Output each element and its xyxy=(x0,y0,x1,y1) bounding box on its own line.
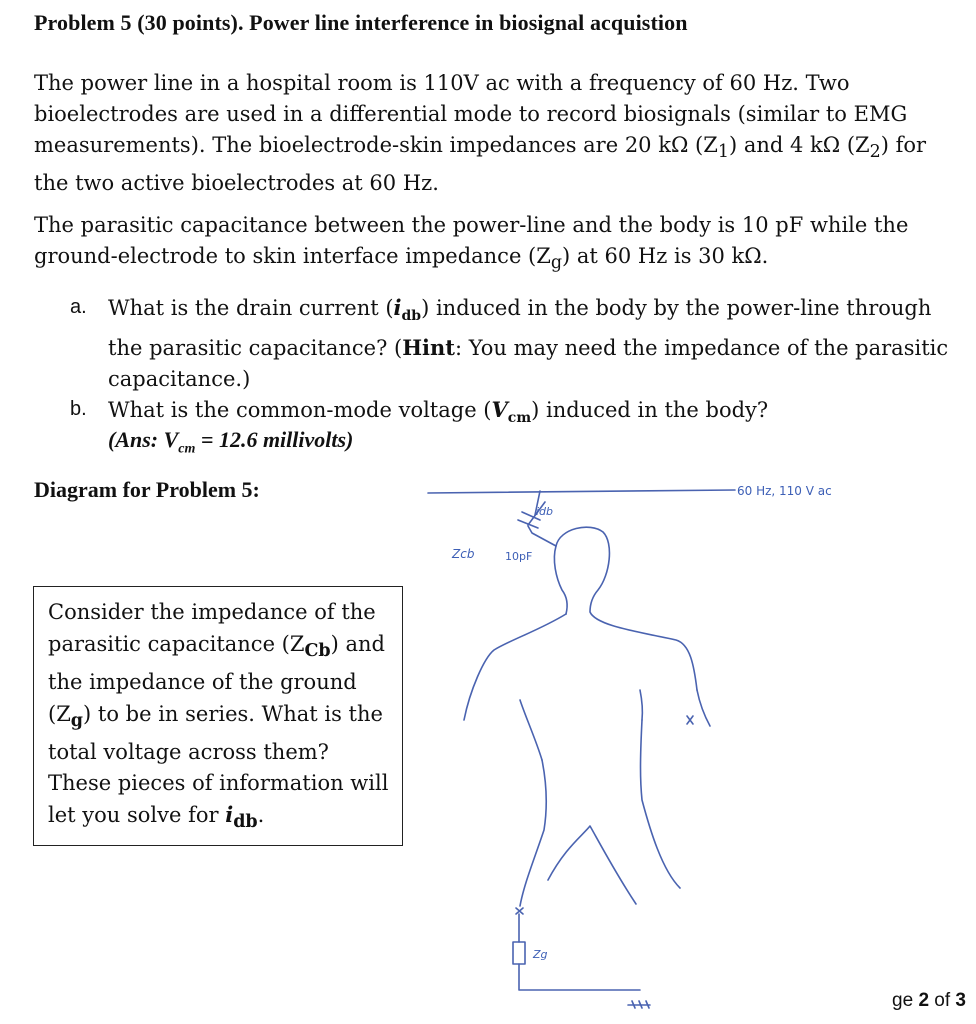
power-line xyxy=(428,490,735,493)
answer-sub: cm xyxy=(178,441,196,457)
hint-sub-2: g xyxy=(70,711,84,732)
crotch xyxy=(548,826,636,904)
question-b-pre: What is the common-mode voltage ( xyxy=(108,398,492,422)
right-arm xyxy=(697,690,710,726)
question-a-hint: Hint xyxy=(402,335,455,361)
capacitance-label: 10pF xyxy=(505,550,533,563)
hint-symbol: i xyxy=(225,802,234,828)
answer-pre: (Ans: V xyxy=(108,427,179,452)
electrode-mark xyxy=(687,716,693,724)
question-b-symbol: V xyxy=(491,397,508,422)
question-b-letter: b. xyxy=(70,398,87,420)
question-a-post: : You may need the impedance of the parasitic capacitance.) xyxy=(108,336,949,392)
hint-text-1: Consider the impedance of the parasitic capacitance (Z xyxy=(48,600,376,656)
zg-label: Zg xyxy=(533,948,548,961)
question-b-sub: cm xyxy=(507,410,532,427)
parasitic-text-2: ) at 60 Hz is 30 kΩ. xyxy=(562,244,769,268)
ground-resistor xyxy=(513,942,525,964)
desc-text-2: ) and 4 kΩ (Z xyxy=(728,133,870,157)
question-a-letter: a. xyxy=(70,296,87,318)
hint-sub-3: db xyxy=(233,812,258,833)
hint-text-4: . xyxy=(257,803,265,828)
parasitic-text-1: The parasitic capacitance between the power-line and the body is 10 pF while the ground-electrode to skin interface impedance (Z xyxy=(34,213,909,268)
ground-wire xyxy=(519,964,640,990)
hint-text-2: ) and the impedance of the ground (Z xyxy=(48,632,385,727)
zcb-label: Zcb xyxy=(452,547,475,561)
diagram-label: Diagram for Problem 5: xyxy=(34,477,260,502)
hint-text-3: ) to be in series. What is the total voltage across them? These pieces of information will let you solve for xyxy=(48,702,389,828)
capacitor-to-head xyxy=(528,526,556,546)
right-torso xyxy=(641,720,681,888)
current-label: idb xyxy=(536,505,554,518)
problem-heading: Problem 5 (30 points). Power line interference in biosignal acquistion xyxy=(34,10,688,35)
page-number-total: 3 xyxy=(955,990,966,1011)
head-outline xyxy=(556,527,697,690)
hint-sub-1: Cb xyxy=(304,641,331,662)
page-number-pre: ge xyxy=(892,990,919,1011)
page-number-mid: of xyxy=(929,990,956,1011)
desc-text-3: ) for the two active bioelectrodes at 60 Hz. xyxy=(34,133,927,196)
left-torso xyxy=(520,760,546,906)
question-a-mid: ) induced in the body by the power-line through the parasitic capacitance? ( xyxy=(108,296,932,361)
answer-post: = 12.6 millivolts) xyxy=(195,427,354,452)
ground-symbol xyxy=(628,1001,650,1008)
power-line-label: 60 Hz, 110 V ac xyxy=(737,484,832,498)
left-shoulder xyxy=(464,614,566,720)
page-number-current: 2 xyxy=(918,990,930,1011)
question-a-sub: db xyxy=(401,308,422,325)
question-a-pre: What is the drain current ( xyxy=(108,296,394,320)
neck-left xyxy=(554,546,567,614)
desc-sub-1: 1 xyxy=(717,142,729,163)
desc-text-1: The power line in a hospital room is 110V ac with a frequency of 60 Hz. Two bioelectrodes are used in a differential mode to record biosignals (similar to EMG measurements). The bioelectrode-skin impedances are 20 kΩ (Z xyxy=(34,71,908,157)
question-a-symbol: i xyxy=(393,295,402,320)
right-arm-inner xyxy=(640,690,642,720)
page-number xyxy=(892,990,966,1012)
ground-electrode-mark xyxy=(516,908,523,914)
left-arm-inner xyxy=(520,700,542,760)
question-b-post: ) induced in the body? xyxy=(531,398,769,422)
desc-sub-2: 2 xyxy=(869,142,881,163)
parasitic-sub: g xyxy=(550,253,563,274)
